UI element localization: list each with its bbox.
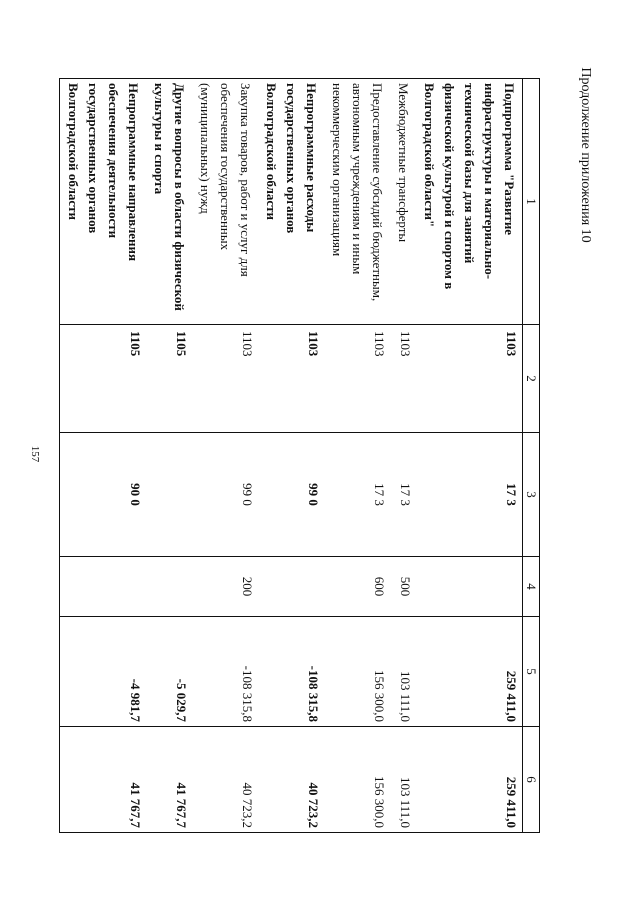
row-section-code-cell: 1103	[324, 325, 390, 433]
row-expense-type-cell	[258, 557, 324, 617]
row-section-code-cell: 1103	[192, 325, 258, 433]
table-row	[192, 79, 258, 833]
header-col-4: 4	[523, 557, 540, 617]
row-section-code-cell: 1103	[390, 325, 416, 433]
row-total-amount-cell: 41 767,7	[60, 727, 147, 833]
header-col-2: 2	[523, 325, 540, 433]
appendix-caption: Продолжение приложения 10	[578, 67, 593, 243]
row-name-cell: Подпрограмма "Развитие инфраструктуры и материально-технической базы для занятий физической культурой и спортом в Волгоградской области"	[416, 79, 523, 325]
table-row	[416, 79, 523, 833]
row-change-amount-cell: -5 029,7	[146, 617, 192, 727]
row-change-amount-cell: -108 315,8	[258, 617, 324, 727]
header-col-5: 5	[523, 617, 540, 727]
row-change-amount-cell: 103 111,0	[390, 617, 416, 727]
row-expense-type-cell: 200	[192, 557, 258, 617]
row-name-cell: Предоставление субсидий бюджетным, автономным учреждениям и иным некоммерческим организациям	[324, 79, 390, 325]
header-col-1: 1	[523, 79, 540, 325]
row-target-article-cell: 99 0	[192, 433, 258, 557]
row-total-amount-cell: 259 411,0	[416, 727, 523, 833]
row-expense-type-cell	[416, 557, 523, 617]
row-total-amount-cell: 156 300,0	[324, 727, 390, 833]
row-name-cell: Другие вопросы в области физической культуры и спорта	[146, 79, 192, 325]
row-target-article-cell: 99 0	[258, 433, 324, 557]
row-expense-type-cell: 600	[324, 557, 390, 617]
row-total-amount-cell: 40 723,2	[258, 727, 324, 833]
row-target-article-cell: 90 0	[60, 433, 147, 557]
table-row	[390, 79, 416, 833]
header-col-6: 6	[523, 727, 540, 833]
budget-table-container	[66, 78, 540, 832]
row-expense-type-cell	[146, 557, 192, 617]
row-name-cell: Закупка товаров, работ и услуг для обеспечения государственных (муниципальных) нужд	[192, 79, 258, 325]
row-change-amount-cell: -4 981,7	[60, 617, 147, 727]
row-change-amount-cell: 156 300,0	[324, 617, 390, 727]
table-row	[146, 79, 192, 833]
row-total-amount-cell: 103 111,0	[390, 727, 416, 833]
row-expense-type-cell: 500	[390, 557, 416, 617]
table-row	[258, 79, 324, 833]
table-header-row	[523, 79, 540, 833]
row-name-cell: Непрограммные расходы государственных органов Волгоградской области	[258, 79, 324, 325]
budget-table	[59, 78, 540, 833]
row-expense-type-cell	[60, 557, 147, 617]
row-target-article-cell: 17 3	[324, 433, 390, 557]
row-target-article-cell: 17 3	[416, 433, 523, 557]
page-number: 157	[29, 445, 41, 463]
row-name-cell: Непрограммные направления обеспечения деятельности государственных органов Волгоградской области	[60, 79, 147, 325]
row-change-amount-cell: 259 411,0	[416, 617, 523, 727]
row-section-code-cell: 1103	[416, 325, 523, 433]
row-name-cell: Межбюджетные трансферты	[390, 79, 416, 325]
row-target-article-cell: 17 3	[390, 433, 416, 557]
row-total-amount-cell: 41 767,7	[146, 727, 192, 833]
row-section-code-cell: 1105	[60, 325, 147, 433]
row-section-code-cell: 1105	[146, 325, 192, 433]
row-section-code-cell: 1103	[258, 325, 324, 433]
table-row	[324, 79, 390, 833]
table-row	[60, 79, 147, 833]
row-target-article-cell	[146, 433, 192, 557]
row-change-amount-cell: -108 315,8	[192, 617, 258, 727]
header-col-3: 3	[523, 433, 540, 557]
row-total-amount-cell: 40 723,2	[192, 727, 258, 833]
